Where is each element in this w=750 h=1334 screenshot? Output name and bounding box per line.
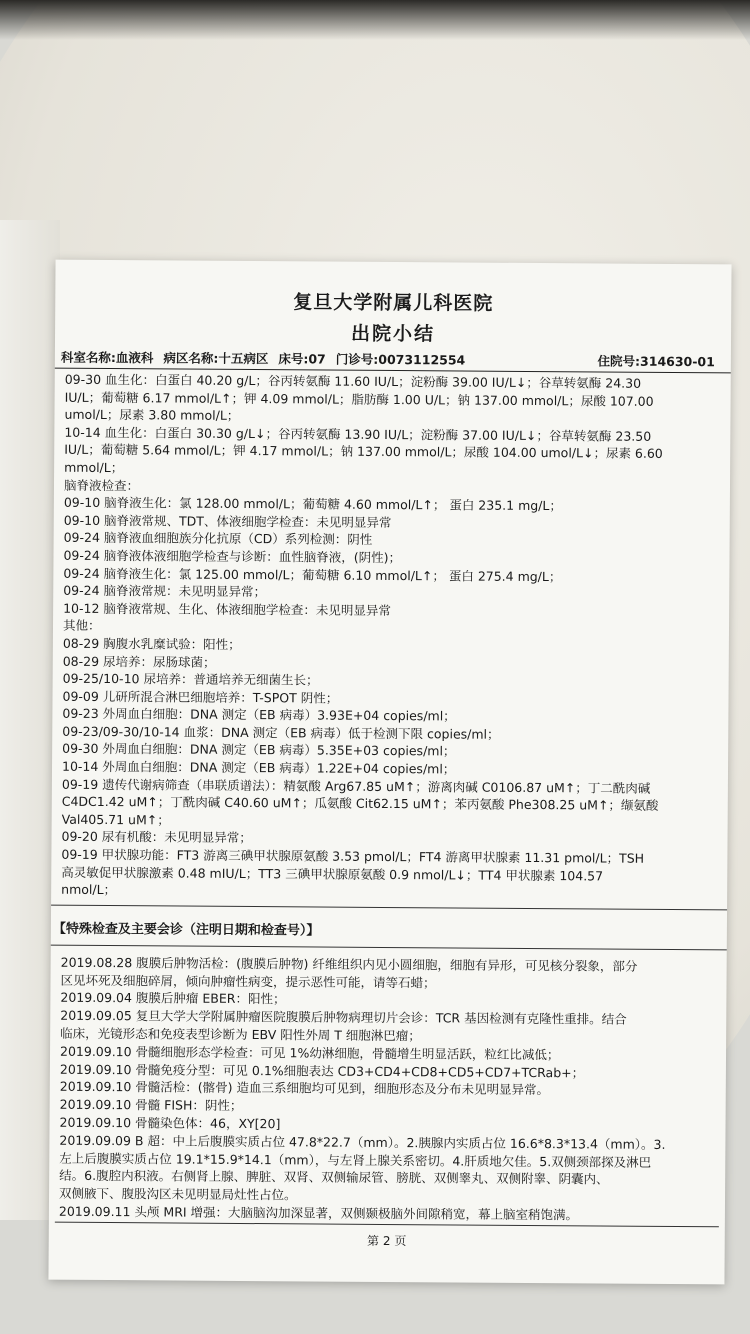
special-section-title: 【特殊检查及主要会诊（注明日期和检查号）】: [52, 921, 320, 939]
text-line: 区见坏死及细胞碎屑，倾向肿瘤性病变，提示恶性可能，请等石蜡；: [60, 972, 436, 990]
text-line: 2019.09.04 腹膜后肿瘤 EBER：阳性；: [60, 990, 286, 1007]
text-line: 结。6.腹腔内积液。右侧肾上腺、脾脏、双肾、双侧输尿管、膀胱、双侧睾丸、双侧附睾、阴囊内、: [59, 1168, 609, 1187]
text-line: 09-24 脑脊液生化：氯 125.00 mmol/L；葡萄糖 6.10 mmol/L↑； 蛋白 275.4 mg/L；: [63, 565, 562, 584]
background-shadow: [0, 0, 750, 40]
text-line: 09-23 外周血白细胞：DNA 测定（EB 病毒）3.93E+04 copies/ml；: [62, 705, 456, 724]
text-line: 09-23/09-30/10-14 血浆：DNA 测定（EB 病毒）低于检测下限 copies/ml；: [62, 723, 500, 742]
text-line: 09-19 遗传代谢病筛查（串联质谱法）：精氨酸 Arg67.85 uM↑；游离肉碱 C0106.87 uM↑；丁二酰肉碱: [61, 776, 651, 796]
document-page: [48, 260, 731, 1285]
text-line: 09-10 脑脊液常规、TDT、体液细胞学检查：未见明显异常: [63, 512, 392, 530]
outpatient-number: 门诊号:0073112554: [335, 351, 466, 368]
text-line: 2019.09.10 骨髓细胞形态学检查：可见 1%幼淋细胞，骨髓增生明显活跃，粒红比减低；: [59, 1043, 560, 1062]
text-line: C4DC1.42 uM↑；丁酰肉碱 C40.60 uM↑；瓜氨酸 Cit62.15 uM↑；苯丙氨酸 Phe308.25 uM↑；缬氨酸: [61, 793, 659, 814]
text-line: Val405.71 uM↑；: [61, 811, 170, 828]
page-number: 第 2 页: [367, 1233, 407, 1249]
text-line: 08-29 胸腹水乳糜试验：阳性；: [62, 635, 241, 652]
text-line: 2019.09.10 骨髓免疫分型：可见 0.1%细胞表达 CD3+CD4+CD8+CD5+CD7+TCRab+；: [59, 1061, 585, 1080]
text-line: 10-12 脑脊液常规、生化、体液细胞学检查：未见明显异常: [63, 600, 391, 618]
text-line: 10-14 外周血白细胞：DNA 测定（EB 病毒）1.22E+04 copies/ml；: [61, 758, 456, 777]
text-line: 2019.08.28 腹膜后肿物活检：(腹膜后肿物) 纤维组织内见小圆细胞，细胞有异形，可见核分裂象，部分: [60, 954, 638, 974]
text-line: 2019.09.09 B 超：中上后腹膜实质占位 47.8*22.7（mm）。2.胰腺内实质占位 16.6*8.3*13.4（mm）。3.: [59, 1132, 666, 1152]
text-line: 09-09 儿研所混合淋巴细胞培养：T-SPOT 阴性；: [62, 688, 339, 706]
ward-field: 病区名称:十五病区: [163, 350, 269, 367]
text-line: 2019.09.10 骨髓染色体：46，XY[20]: [59, 1114, 281, 1132]
section-divider: [51, 904, 727, 910]
lab-results: [51, 369, 731, 904]
text-line: 10-14 血生化：白蛋白 30.30 g/L↓；谷丙转氨酶 13.90 IU/L；淀粉酶 37.00 IU/L↓；谷草转氨酶 23.50: [64, 424, 652, 444]
text-line: 08-29 尿培养：尿肠球菌；: [62, 653, 216, 670]
document-title: 出院小结: [350, 322, 436, 346]
text-line: IU/L；葡萄糖 5.64 mmol/L；钾 4.17 mmol/L；钠 137.00 mmol/L；尿酸 104.00 umol/L↓；尿素 6.60: [64, 442, 663, 462]
text-line: 09-24 脑脊液体液细胞学检查与诊断：血性脑脊液，(阴性)；: [63, 547, 402, 566]
hospital-name: 复旦大学附属儿科医院: [293, 291, 494, 315]
text-line: 其他：: [62, 618, 101, 634]
text-line: 2019.09.11 头颅 MRI 增强：大脑脑沟加深显著，双侧颞极脑外间隙稍宽，幕上脑室稍饱满。: [58, 1203, 579, 1223]
special-exams: [49, 953, 727, 1225]
text-line: nmol/L；: [61, 881, 117, 898]
text-line: IU/L；葡萄糖 6.17 mmol/L↑；钾 4.09 mmol/L；脂肪酶 1.00 U/L；钠 137.00 mmol/L；尿酸 107.00: [64, 389, 654, 409]
inpatient-number: 住院号:314630-01: [597, 353, 715, 370]
text-line: 2019.09.05 复旦大学大学附属肿瘤医院腹膜后肿物病理切片会诊：TCR 基因检测有克隆性重排。结合: [60, 1007, 627, 1027]
bed-field: 床号:07: [278, 351, 326, 367]
text-line: mmol/L；: [64, 459, 124, 476]
text-line: 临床，光镜形态和免疫表型诊断为 EBV 阳性外周 T 细胞淋巴瘤；: [60, 1025, 421, 1044]
text-line: 双侧腋下、腹股沟区未见明显局灶性占位。: [58, 1185, 297, 1203]
text-line: 左上后腹膜实质占位 19.1*15.9*14.1（mm），与左肾上腺关系密切。4.肝质地欠佳。5.双侧颈部探及淋巴: [59, 1150, 652, 1170]
dept-field: 科室名称:血液科: [60, 349, 154, 366]
text-line: 高灵敏促甲状腺激素 0.48 mIU/L；TT3 三碘甲状腺原氨酸 0.9 nmol/L↓；TT4 甲状腺素 104.57: [61, 864, 604, 884]
text-line: 09-30 血生化：白蛋白 40.20 g/L；谷丙转氨酶 11.60 IU/L；淀粉酶 39.00 IU/L↓；谷草转氨酶 24.30: [64, 371, 642, 391]
text-line: 09-10 脑脊液生化：氯 128.00 mmol/L；葡萄糖 4.60 mmol/L↑； 蛋白 235.1 mg/L；: [63, 494, 562, 514]
text-line: 2019.09.10 骨髓活检：(髂骨) 造血三系细胞均可见到，细胞形态及分布未见明显异常。: [59, 1079, 550, 1098]
text-line: umol/L；尿素 3.80 mmol/L；: [64, 406, 240, 424]
section-divider: [51, 944, 727, 950]
text-line: 09-20 尿有机酸：未见明显异常；: [61, 829, 252, 846]
text-line: 脑脊液检查：: [63, 477, 140, 493]
text-line: 09-24 脑脊液血细胞族分化抗原（CD）系列检测：阴性: [63, 530, 373, 548]
text-line: 09-24 脑脊液常规：未见明显异常；: [63, 582, 267, 600]
text-line: 09-30 外周血白细胞：DNA 测定（EB 病毒）5.35E+03 copies/ml；: [62, 741, 456, 759]
text-line: 09-19 甲状腺功能：FT3 游离三碘甲状腺原氨酸 3.53 pmol/L；FT4 游离甲状腺素 11.31 pmol/L；TSH: [61, 846, 645, 866]
text-line: 2019.09.10 骨髓 FISH：阴性；: [59, 1096, 243, 1114]
text-line: 09-25/10-10 尿培养：普通培养无细菌生长；: [62, 670, 319, 688]
